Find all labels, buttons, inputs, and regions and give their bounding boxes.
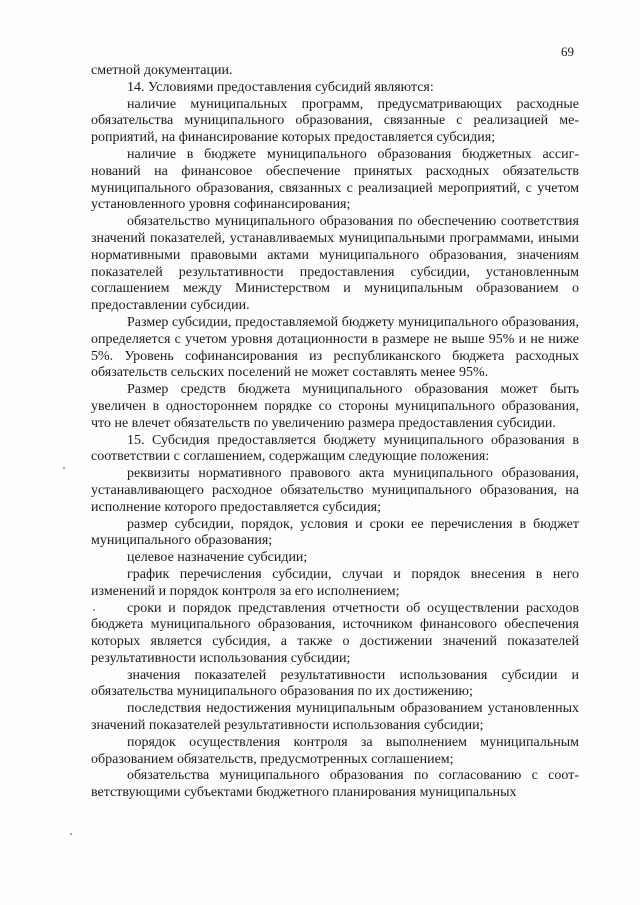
paragraph: реквизиты нормативного правового акта муниципального образования, устанавливающего расходное обязательство муниципального образования, на исполнение которого предоставляется субсидия; <box>91 466 579 515</box>
paragraph: порядок осуществления контроля за выполнением муниципальным образованием обязательств, предусмотренных соглашением; <box>91 734 579 767</box>
paragraph: сроки и порядок представления отчетности об осуществлении расходов бюджета муниципального образования, источником финансового обеспечения которых является субсидия, а также о достижении значений показателей результативности использования субсидии; <box>91 600 579 666</box>
page-number: 69 <box>561 44 574 59</box>
paragraph: сметной документации. <box>91 63 233 78</box>
paragraph: Размер субсидии, предоставляемой бюджету муниципального образования, определяется с учетом уровня дотационности в размере не выше 95% и не ниже 5%. Уровень софинансирования из республиканского бюджета расходных обязательств сельских поселений не может составлять менее 95%. <box>91 314 579 381</box>
paragraph: значения показателей результативности использования субсидии и обязательства муниципального образования по их достижению; <box>91 667 579 700</box>
paragraph: график перечисления субсидии, случаи и порядок внесения в него изменений и порядок контроля за его исполнением; <box>91 566 579 599</box>
document-body <box>91 63 579 802</box>
paragraph: целевое назначение субсидии; <box>127 550 308 566</box>
paragraph: 14. Условиями предоставления субсидий являются: <box>127 79 434 95</box>
paragraph: Размер средств бюджета муниципального образования может быть увеличен в одностороннем порядке со стороны муниципального образования, что не влечет обязательств по увеличению размера предоставления субсидии. <box>91 382 579 431</box>
paragraph: размер субсидии, порядок, условия и сроки ее перечисления в бюджет муниципального образования; <box>91 516 579 549</box>
paragraph: обязательства муниципального образования по согласованию с соответствующими субъектами бюджетного планирования муниципальных <box>91 768 579 801</box>
scan-speck <box>93 609 95 611</box>
paragraph: последствия недостижения муниципальным образованием установленных значений показателей результативности использования субсидии; <box>91 701 579 734</box>
paragraph: наличие муниципальных программ, предусматривающих расходные обязательства муниципального образования, связанные с реализацией мероприятий, на финансирование которых предоставляется субсидия; <box>91 96 579 146</box>
scan-speck <box>70 833 72 835</box>
paragraph: 15. Субсидия предоставляется бюджету муниципального образования в соответствии с соглашением, содержащим следующие положения: <box>91 432 579 465</box>
scan-speck <box>63 467 65 469</box>
paragraph: наличие в бюджете муниципального образования бюджетных ассигнований на финансовое обеспечение принятых расходных обязательств муниципального образования, связанных с реализацией мероприятий, с учетом установленного уровня софинансирования; <box>91 146 579 213</box>
paragraph: обязательство муниципального образования по обеспечению соответствия значений показателей, устанавливаемых муниципальными программами, иными нормативными правовыми актами муниципального образования, значениям показателей результативности предоставления субсидии, установленным соглашением между Министерством и муниципальным образованием о предоставлении субсидии. <box>91 214 579 314</box>
